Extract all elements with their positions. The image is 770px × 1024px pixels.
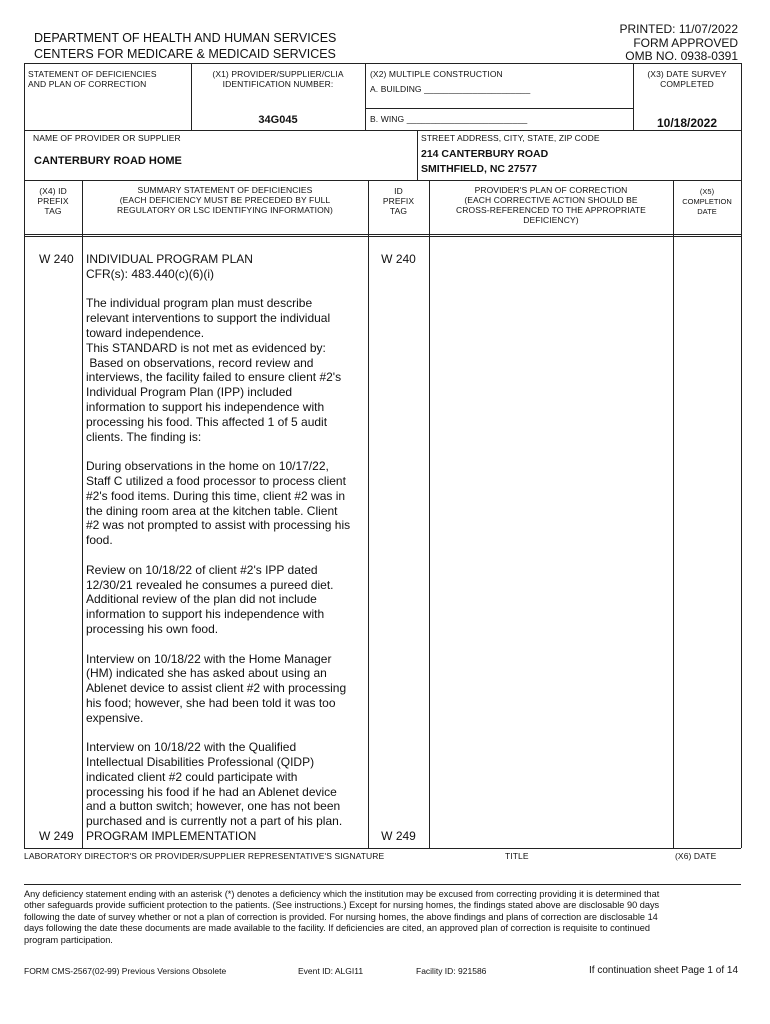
event-id: Event ID: ALGI11 xyxy=(298,966,364,976)
x1-label-line2: IDENTIFICATION NUMBER: xyxy=(222,79,334,89)
text-line: processing his own food. xyxy=(86,621,219,636)
survey-completed-date: 10/18/2022 xyxy=(656,116,718,130)
title-label: TITLE xyxy=(505,851,529,861)
text-line: and a button switch; however, one has not been xyxy=(86,799,341,814)
text-line: relevant interventions to support the individual xyxy=(86,311,331,326)
text-line: purchased and is currently not a part of his plan. xyxy=(86,814,343,829)
x5-header-line2: COMPLETION xyxy=(682,197,732,206)
tag-left-w249: W 249 xyxy=(39,829,74,843)
x3-label-line2: COMPLETED xyxy=(660,79,714,89)
text-line: Staff C utilized a food processor to process client xyxy=(86,473,346,488)
summary-header-line3: REGULATORY OR LSC IDENTIFYING INFORMATION) xyxy=(117,205,333,215)
facility-id: Facility ID: 921586 xyxy=(416,966,487,976)
text-line: Review on 10/18/22 of client #2's IPP dated xyxy=(86,562,318,577)
tag-right-w240: W 240 xyxy=(381,252,416,266)
text-line: his food; however, she had been told it was too xyxy=(86,695,336,710)
x4-header-line1: (X4) ID xyxy=(39,186,67,196)
x4-header-line3: TAG xyxy=(44,206,62,216)
id-prefix-header-line1: ID xyxy=(394,186,403,196)
text-line: Ablenet device to assist client #2 with processing xyxy=(86,681,347,696)
summary-header-line2: (EACH DEFICIENCY MUST BE PRECEDED BY FULL xyxy=(119,195,331,205)
paragraph-hm-interview xyxy=(86,652,366,726)
text-line: #2's food items. During this time, client #2 was in xyxy=(86,488,346,503)
disclaimer-line: following the date of survey whether or not a plan of correction is provided. For nursing homes, the above findings and plans of correction are disclosable 14 xyxy=(24,911,658,922)
text-line: interviews, the facility failed to ensure client #2's xyxy=(86,370,342,385)
text-line: During observations in the home on 10/17/22, xyxy=(86,459,329,474)
paragraph-observations xyxy=(86,459,366,548)
deficiency-title: INDIVIDUAL PROGRAM PLAN xyxy=(86,252,253,266)
deficiency-summary xyxy=(86,252,366,829)
street-address: 214 CANTERBURY ROAD xyxy=(421,148,549,160)
text-line: processing his food if he had an Ablenet device xyxy=(86,784,337,799)
x4-header xyxy=(24,186,82,216)
building-label: A. BUILDING ______________________ xyxy=(370,84,531,94)
omb-number: OMB NO. 0938-0391 xyxy=(625,49,738,63)
agency-name-line1: DEPARTMENT OF HEALTH AND HUMAN SERVICES xyxy=(34,31,337,45)
provider-id: 34G045 xyxy=(258,114,298,126)
summary-header xyxy=(82,185,368,215)
disclaimer-line: Any deficiency statement ending with an asterisk (*) denotes a deficiency which the institution may be excused from correcting providing it is determined that xyxy=(24,889,660,899)
disclaimer-line: program participation. xyxy=(24,934,113,945)
id-prefix-header xyxy=(368,186,429,216)
x3-label-line1: (X3) DATE SURVEY xyxy=(647,69,727,79)
paragraph-requirement xyxy=(86,296,366,444)
text-line: indicated client #2 could participate with xyxy=(86,769,298,784)
paragraph-qidp-interview xyxy=(86,740,366,829)
address-label: STREET ADDRESS, CITY, STATE, ZIP CODE xyxy=(421,133,600,143)
form-approved: FORM APPROVED xyxy=(633,36,738,50)
text-line: toward independence. xyxy=(86,325,205,340)
text-line: expensive. xyxy=(86,710,144,725)
text-line: information to support his independence with xyxy=(86,607,325,622)
provider-name-label: NAME OF PROVIDER OR SUPPLIER xyxy=(33,133,181,143)
statement-label-line2: AND PLAN OF CORRECTION xyxy=(28,79,147,89)
text-line: clients. The finding is: xyxy=(86,429,202,444)
tag-right-w249: W 249 xyxy=(381,829,416,843)
plan-header xyxy=(429,185,673,225)
form-number: FORM CMS-2567(02-99) Previous Versions Obsolete xyxy=(24,966,227,976)
agency-name-line2: CENTERS FOR MEDICARE & MEDICAID SERVICES xyxy=(34,47,336,61)
tag-left-w240: W 240 xyxy=(39,252,74,266)
text-line: (HM) indicated she has asked about using an xyxy=(86,666,327,681)
x5-header-line1: (X5) xyxy=(699,187,715,196)
wing-label: B. WING _________________________ xyxy=(370,114,528,124)
disclaimer xyxy=(24,889,741,946)
text-line: #2 was not prompted to assist with processing his xyxy=(86,518,351,533)
statement-label-line1: STATEMENT OF DEFICIENCIES xyxy=(28,69,157,79)
printed-date: PRINTED: 11/07/2022 xyxy=(619,22,738,36)
text-line: Based on observations, record review and xyxy=(86,355,314,370)
text-line: Interview on 10/18/22 with the Qualified xyxy=(86,740,297,755)
text-line: food. xyxy=(86,533,113,548)
plan-header-line3: CROSS-REFERENCED TO THE APPROPRIATE xyxy=(456,205,646,215)
plan-header-line1: PROVIDER'S PLAN OF CORRECTION xyxy=(474,185,628,195)
city-state-zip: SMITHFIELD, NC 27577 xyxy=(421,163,538,175)
id-prefix-header-line2: PREFIX xyxy=(382,196,415,206)
text-line: This STANDARD is not met as evidenced by: xyxy=(86,340,326,355)
page-indicator: If continuation sheet Page 1 of 14 xyxy=(589,965,738,976)
x5-header-line3: DATE xyxy=(697,207,717,216)
paragraph-record-review xyxy=(86,563,366,637)
id-prefix-header-line3: TAG xyxy=(389,206,408,216)
x1-label-line1: (X1) PROVIDER/SUPPLIER/CLIA xyxy=(212,69,344,79)
text-line: Additional review of the plan did not include xyxy=(86,592,317,607)
next-deficiency-title: PROGRAM IMPLEMENTATION xyxy=(86,829,257,843)
deficiency-cfr: CFR(s): 483.440(c)(6)(i) xyxy=(86,266,215,281)
x2-label: (X2) MULTIPLE CONSTRUCTION xyxy=(370,69,503,79)
text-line: Interview on 10/18/22 with the Home Manager xyxy=(86,651,332,666)
provider-name: CANTERBURY ROAD HOME xyxy=(34,155,182,167)
plan-header-line2: (EACH CORRECTIVE ACTION SHOULD BE xyxy=(464,195,638,205)
signature-label: LABORATORY DIRECTOR'S OR PROVIDER/SUPPLIER REPRESENTATIVE'S SIGNATURE xyxy=(24,851,385,861)
plan-header-line4: DEFICIENCY) xyxy=(523,215,579,225)
text-line: information to support his independence with xyxy=(86,399,325,414)
disclaimer-line: days following the date these documents are made available to the facility. If deficiencies are cited, an approved plan of correction is requisite to continued xyxy=(24,923,650,934)
text-line: 12/30/21 revealed he consumes a pureed diet. xyxy=(86,577,334,592)
disclaimer-line: other safeguards provide sufficient protection to the patients. (See instructions.) Except for nursing homes, the findings stated above are disclosable 90 days xyxy=(24,900,660,911)
text-line: Individual Program Plan (IPP) included xyxy=(86,385,293,400)
x5-header xyxy=(673,187,741,217)
text-line: Intellectual Disabilities Professional (QIDP) xyxy=(86,755,315,770)
x4-header-line2: PREFIX xyxy=(37,196,69,206)
summary-header-line1: SUMMARY STATEMENT OF DEFICIENCIES xyxy=(137,185,313,195)
text-line: The individual program plan must describe xyxy=(86,296,313,311)
x6-date-label: (X6) DATE xyxy=(675,851,717,861)
text-line: the dining room area at the kitchen table. Client xyxy=(86,503,338,518)
text-line: processing his food. This affected 1 of 5 audit xyxy=(86,414,328,429)
